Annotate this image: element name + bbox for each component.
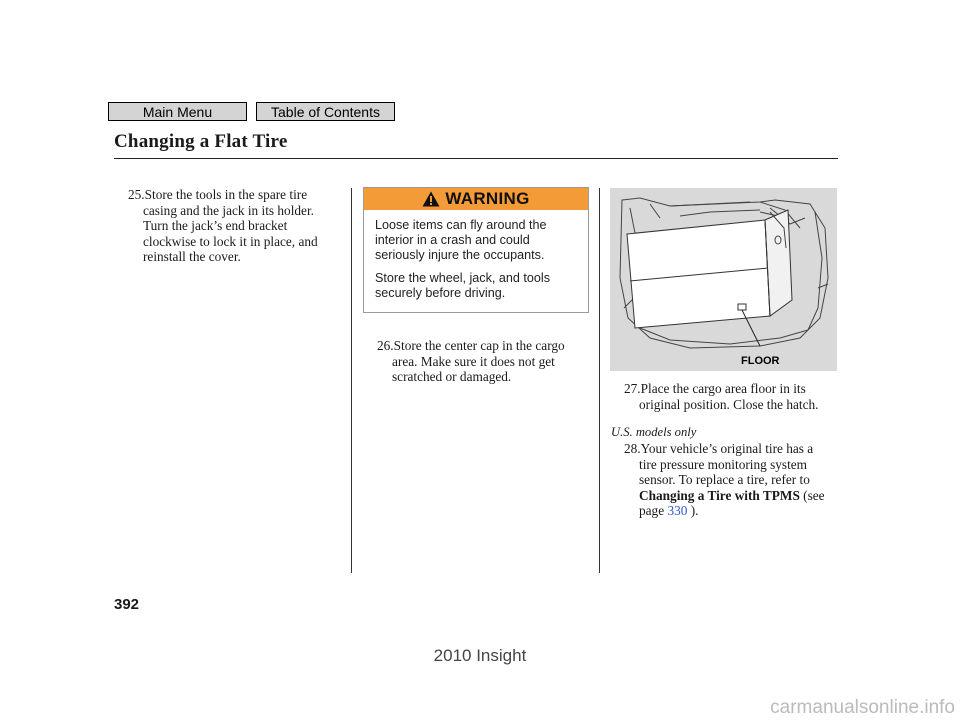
see-text: (see xyxy=(803,487,825,503)
cargo-floor-illustration xyxy=(610,188,837,371)
footer-model-name: 2010 Insight xyxy=(433,646,527,665)
step-26-text xyxy=(361,338,591,385)
warning-paragraph-1: Loose items can fly around the interior in a crash and could seriously injure the occupants. xyxy=(375,218,547,262)
step-27-number: 27. xyxy=(624,381,641,396)
step-25-body: Store the tools in the spare tire casing and the jack in its holder. Turn the jack’s end bracket clockwise to lock it in place, and reinstall the cover. xyxy=(143,187,318,265)
step-27-text xyxy=(608,381,838,412)
step-26-number: 26. xyxy=(377,338,394,353)
warning-box xyxy=(363,187,589,313)
step-28-text xyxy=(608,441,843,519)
page-number: 392 xyxy=(114,596,140,613)
warning-triangle-icon xyxy=(422,191,440,207)
tpms-reference-title: Changing a Tire with TPMS xyxy=(639,487,800,503)
cargo-floor-diagram xyxy=(610,188,837,371)
step-28 xyxy=(593,441,843,519)
us-models-only-caption: U.S. models only xyxy=(611,425,697,439)
step-28-number: 28. xyxy=(624,441,641,456)
step-27 xyxy=(593,381,838,412)
main-menu-button[interactable]: Main Menu xyxy=(108,102,247,121)
step-25-text xyxy=(112,187,342,265)
step-27-body: Place the cargo area floor in its original position. Close the hatch. xyxy=(639,381,819,412)
step-28-body: Your vehicle’s original tire has a tire pressure monitoring system sensor. To replace a tire, refer to xyxy=(639,441,814,488)
step-25 xyxy=(97,187,342,265)
section-title: Changing a Flat Tire xyxy=(114,131,288,152)
table-of-contents-button[interactable]: Table of Contents xyxy=(256,102,395,121)
warning-paragraph-2: Store the wheel, jack, and tools securely before driving. xyxy=(375,271,551,300)
step-26 xyxy=(346,338,591,385)
page-prefix: page xyxy=(639,503,665,519)
warning-header xyxy=(364,188,588,210)
warning-heading: WARNING xyxy=(445,189,530,208)
page-330-link[interactable]: 330 xyxy=(667,503,688,519)
ref-suffix: ). xyxy=(690,503,699,519)
step-25-number: 25. xyxy=(128,187,145,202)
watermark: carmanualsonline.info xyxy=(770,697,955,718)
step-26-body: Store the center cap in the cargo area. Make sure it does not get scratched or damaged. xyxy=(392,338,565,385)
floor-label: FLOOR xyxy=(741,355,780,367)
header-divider xyxy=(114,158,838,159)
warning-text xyxy=(364,210,588,301)
